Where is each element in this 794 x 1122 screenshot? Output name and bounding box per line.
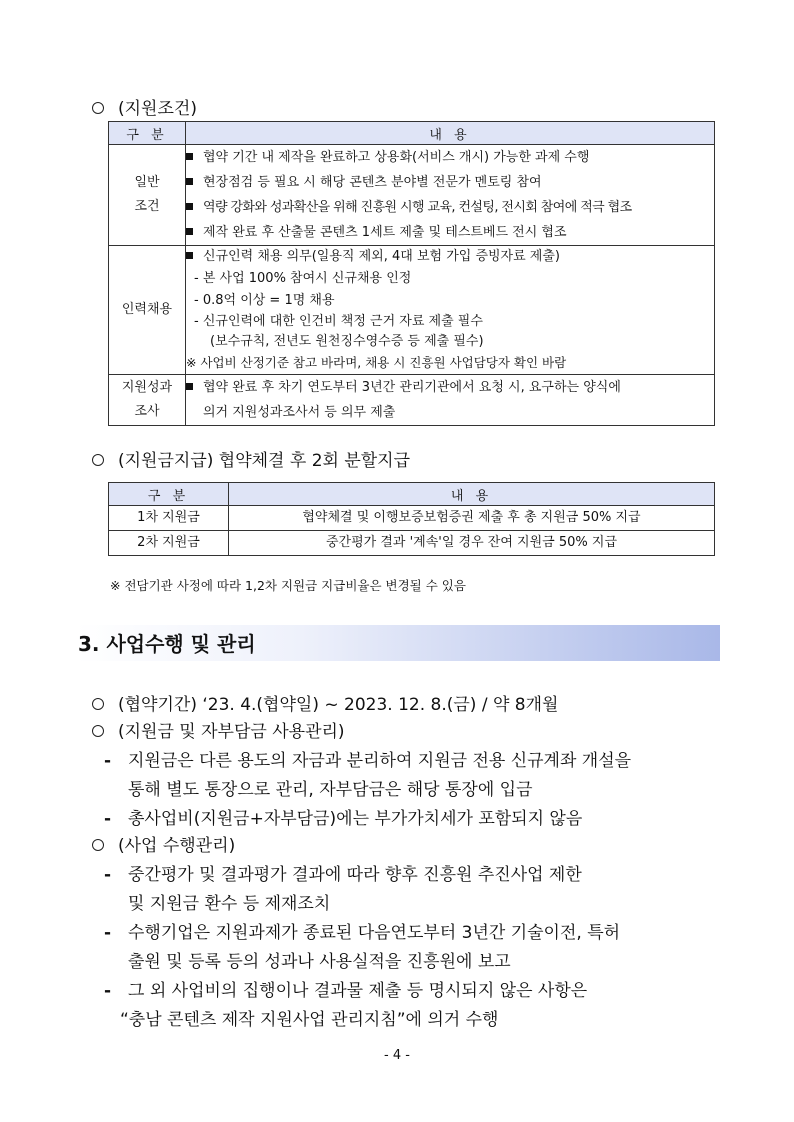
table-header-category: 구 분 bbox=[109, 122, 186, 145]
list-item: 협약 완료 후 차기 연도부터 3년간 관리기관에서 요청 시, 요구하는 양식에 bbox=[186, 375, 714, 400]
list-item: 신규인력 채용 의무(일용직 제외, 4대 보험 가입 증빙자료 제출) bbox=[186, 246, 714, 268]
row-content bbox=[186, 145, 715, 246]
circle-bullet-icon bbox=[92, 102, 104, 114]
table-row bbox=[109, 246, 715, 375]
row-content bbox=[186, 246, 715, 375]
list-item-continuation: 의거 지원성과조사서 등 의무 제출 bbox=[203, 405, 396, 420]
list-item-continuation: 통해 별도 통장으로 관리, 자부담금은 해당 통장에 입금 bbox=[128, 780, 533, 800]
circle-bullet-icon bbox=[92, 454, 104, 466]
list-item-continuation: 및 지원금 환수 등 제재조치 bbox=[128, 894, 331, 914]
row-category bbox=[109, 375, 186, 426]
category-label: 일반 bbox=[134, 175, 160, 190]
table-header-content: 내 용 bbox=[186, 122, 715, 145]
list-item: 협약 기간 내 제작을 완료하고 상용화(서비스 개시) 가능한 과제 수행 bbox=[186, 145, 714, 170]
category-label: 인력채용 bbox=[121, 302, 173, 317]
row-content: 협약체결 및 이행보증보험증권 제출 후 총 지원금 50% 지급 bbox=[229, 506, 715, 531]
agreement-period: (협약기간) ‘23. 4.(협약일) ~ 2023. 12. 8.(금) / 약 8개월 bbox=[92, 690, 558, 715]
table-row bbox=[109, 145, 715, 246]
list-item: - 총사업비(지원금+자부담금)에는 부가가치세가 포함되지 않음 bbox=[104, 809, 583, 829]
page-number: - 4 - bbox=[384, 1048, 410, 1063]
row-category bbox=[109, 246, 186, 375]
list-item: 현장점검 등 필요 시 해당 콘텐츠 분야별 전문가 멘토링 참여 bbox=[186, 170, 714, 195]
list-item: 제작 완료 후 산출물 콘텐츠 1세트 제출 및 테스트베드 전시 협조 bbox=[186, 220, 714, 245]
section-title: 3. 사업수행 및 관리 bbox=[78, 632, 256, 656]
support-conditions-table bbox=[108, 121, 715, 426]
circle-bullet-icon bbox=[92, 725, 104, 737]
fund-heading: (지원금 및 자부담금 사용관리) bbox=[92, 717, 345, 742]
sub-item: (보수규칙, 전년도 원천징수영수증 등 제출 필수) bbox=[210, 334, 484, 349]
square-bullet-icon bbox=[186, 178, 193, 185]
circle-bullet-icon bbox=[92, 839, 104, 851]
table-header-content: 내 용 bbox=[229, 483, 715, 506]
table-row bbox=[109, 506, 715, 531]
row-category bbox=[109, 145, 186, 246]
category-label: 지원성과 bbox=[121, 380, 173, 395]
note-text: ※ 사업비 산정기준 참고 바라며, 채용 시 진흥원 사업담당자 확인 바람 bbox=[186, 355, 567, 370]
table-row bbox=[109, 531, 715, 556]
table-header-category: 구 분 bbox=[109, 483, 229, 506]
category-label: 조건 bbox=[134, 199, 160, 214]
square-bullet-icon bbox=[186, 153, 193, 160]
support-conditions-heading: (지원조건) bbox=[92, 94, 197, 119]
list-item: - 수행기업은 지원과제가 종료된 다음연도부터 3년간 기술이전, 특허 bbox=[104, 923, 621, 943]
category-label: 조사 bbox=[134, 404, 160, 419]
list-item: 역량 강화와 성과확산을 위해 진흥원 시행 교육, 컨설팅, 전시회 참여에 적극 협조 bbox=[186, 195, 714, 220]
square-bullet-icon bbox=[186, 252, 193, 259]
sub-item: - 본 사업 100% 참여시 신규채용 인정 bbox=[194, 271, 412, 286]
table-header-row bbox=[109, 122, 715, 145]
list-item: - 그 외 사업비의 집행이나 결과물 제출 등 명시되지 않은 사항은 bbox=[104, 981, 588, 1001]
row-content: 중간평가 결과 '계속'일 경우 잔여 지원금 50% 지급 bbox=[229, 531, 715, 556]
mgmt-heading: (사업 수행관리) bbox=[92, 831, 235, 856]
table-header-row bbox=[109, 483, 715, 506]
sub-item: - 0.8억 이상 = 1명 채용 bbox=[194, 293, 335, 308]
square-bullet-icon bbox=[186, 228, 193, 235]
circle-bullet-icon bbox=[92, 698, 104, 710]
payment-note: ※ 전담기관 사정에 따라 1,2차 지원금 지급비율은 변경될 수 있음 bbox=[110, 578, 466, 593]
sub-item: - 신규인력에 대한 인건비 책정 근거 자료 제출 필수 bbox=[194, 314, 483, 329]
list-item: - 지원금은 다른 용도의 자금과 분리하여 지원금 전용 신규계좌 개설을 bbox=[104, 751, 632, 771]
square-bullet-icon bbox=[186, 383, 193, 390]
list-item-continuation: 출원 및 등록 등의 성과나 사용실적을 진흥원에 보고 bbox=[128, 952, 511, 972]
list-item: - 중간평가 및 결과평가 결과에 따라 향후 진흥원 추진사업 제한 bbox=[104, 865, 582, 885]
square-bullet-icon bbox=[186, 203, 193, 210]
row-category: 2차 지원금 bbox=[109, 531, 229, 556]
payment-table bbox=[108, 482, 715, 556]
row-content bbox=[186, 375, 715, 426]
row-category: 1차 지원금 bbox=[109, 506, 229, 531]
table-row bbox=[109, 375, 715, 426]
payment-heading: (지원금지급) 협약체결 후 2회 분할지급 bbox=[92, 446, 410, 471]
list-item-continuation: “충남 콘텐츠 제작 지원사업 관리지침”에 의거 수행 bbox=[120, 1010, 499, 1030]
